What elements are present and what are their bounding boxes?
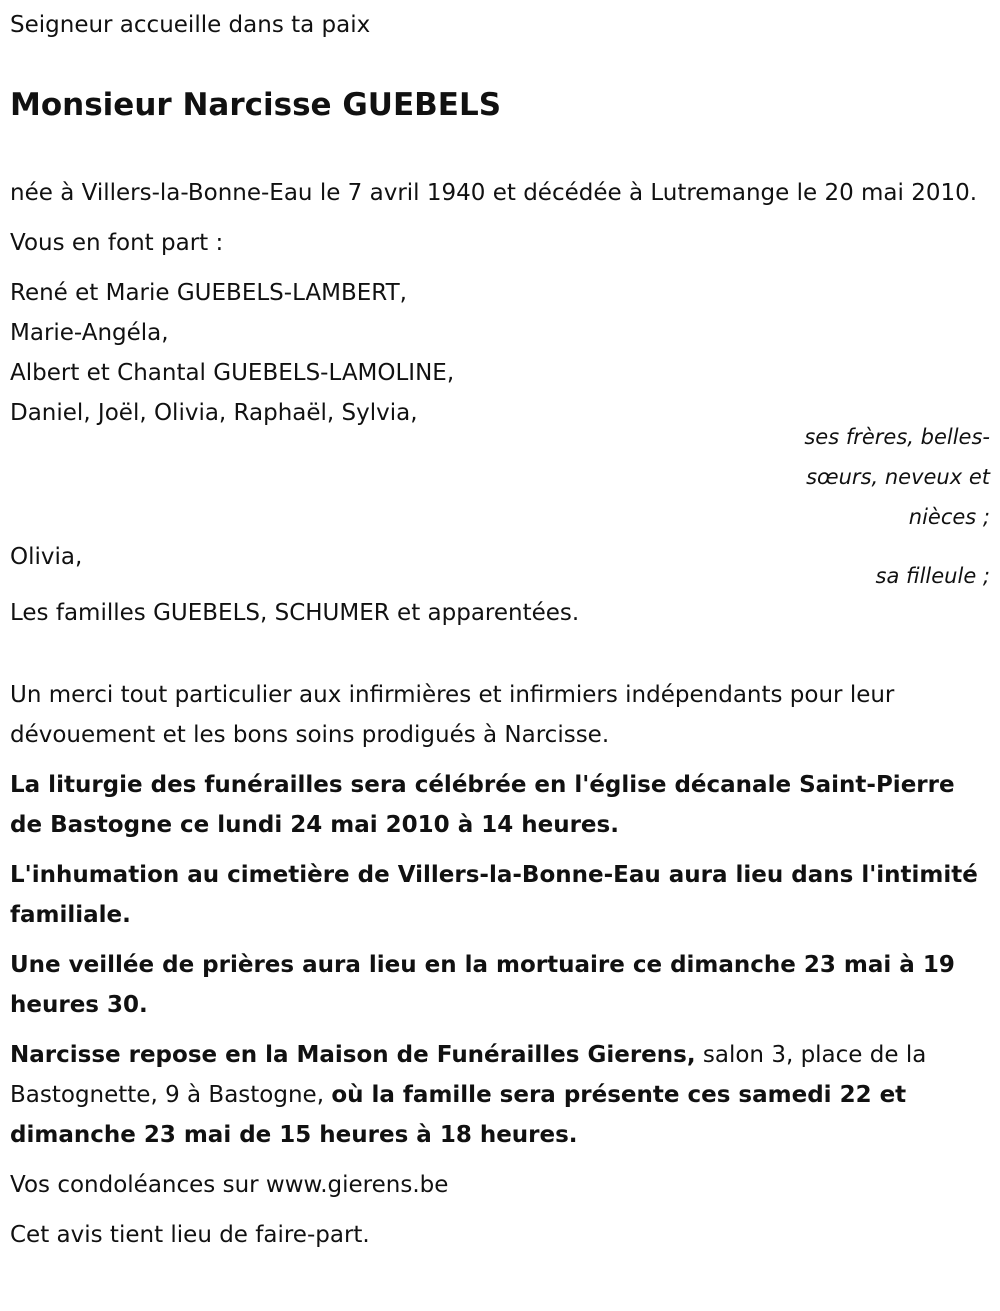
family-list	[10, 273, 990, 433]
family-line: Marie-Angéla,	[10, 320, 169, 346]
vigil-text: Une veillée de prières aura lieu en la mortuaire ce dimanche 23 mai à 19 heures 30.	[10, 952, 955, 1018]
liturgy-text: La liturgie des funérailles sera célébrée en l'église décanale Saint-Pierre de Bastogne ce lundi 24 mai 2010 à 14 heures.	[10, 772, 955, 838]
birth-death-text: née à Villers-la-Bonne-Eau le 7 avril 1940 et décédée à Lutremange le 20 mai 2010.	[10, 180, 978, 206]
closing-text: Cet avis tient lieu de faire-part.	[10, 1222, 370, 1248]
family-relation: ses frères, belles-sœurs, neveux et nièces ;	[804, 425, 990, 529]
intro-text: Vous en font part :	[10, 230, 224, 256]
condolences-text: Vos condoléances sur www.gierens.be	[10, 1172, 449, 1198]
family-line: René et Marie GUEBELS-LAMBERT,	[10, 280, 407, 306]
header-text: Seigneur accueille dans ta paix	[10, 12, 371, 38]
repose-place: Narcisse repose en la Maison de Funérailles Gierens,	[10, 1042, 696, 1068]
families-text: Les familles GUEBELS, SCHUMER et apparentées.	[10, 600, 580, 626]
repose-paragraph	[10, 1035, 990, 1155]
obituary-notice	[10, 5, 990, 1265]
family-line: Albert et Chantal GUEBELS-LAMOLINE,	[10, 360, 455, 386]
goddaughter-relation: sa filleule ;	[875, 564, 990, 588]
page-title: Monsieur Narcisse GUEBELS	[10, 87, 502, 123]
thanks-text: Un merci tout particulier aux infirmières et infirmiers indépendants pour leur dévouement et les bons soins prodigués à Narcisse.	[10, 682, 895, 748]
goddaughter-name: Olivia,	[10, 544, 83, 570]
family-presence: où la famille sera présente ces samedi 22 et dimanche 23 mai de 15 heures à 18 heures.	[10, 1082, 907, 1148]
repose-address: salon 3, place de la Bastognette, 9 à Bastogne,	[10, 1042, 927, 1108]
family-line: Daniel, Joël, Olivia, Raphaël, Sylvia,	[10, 400, 418, 426]
burial-text: L'inhumation au cimetière de Villers-la-Bonne-Eau aura lieu dans l'intimité familiale.	[10, 862, 978, 928]
